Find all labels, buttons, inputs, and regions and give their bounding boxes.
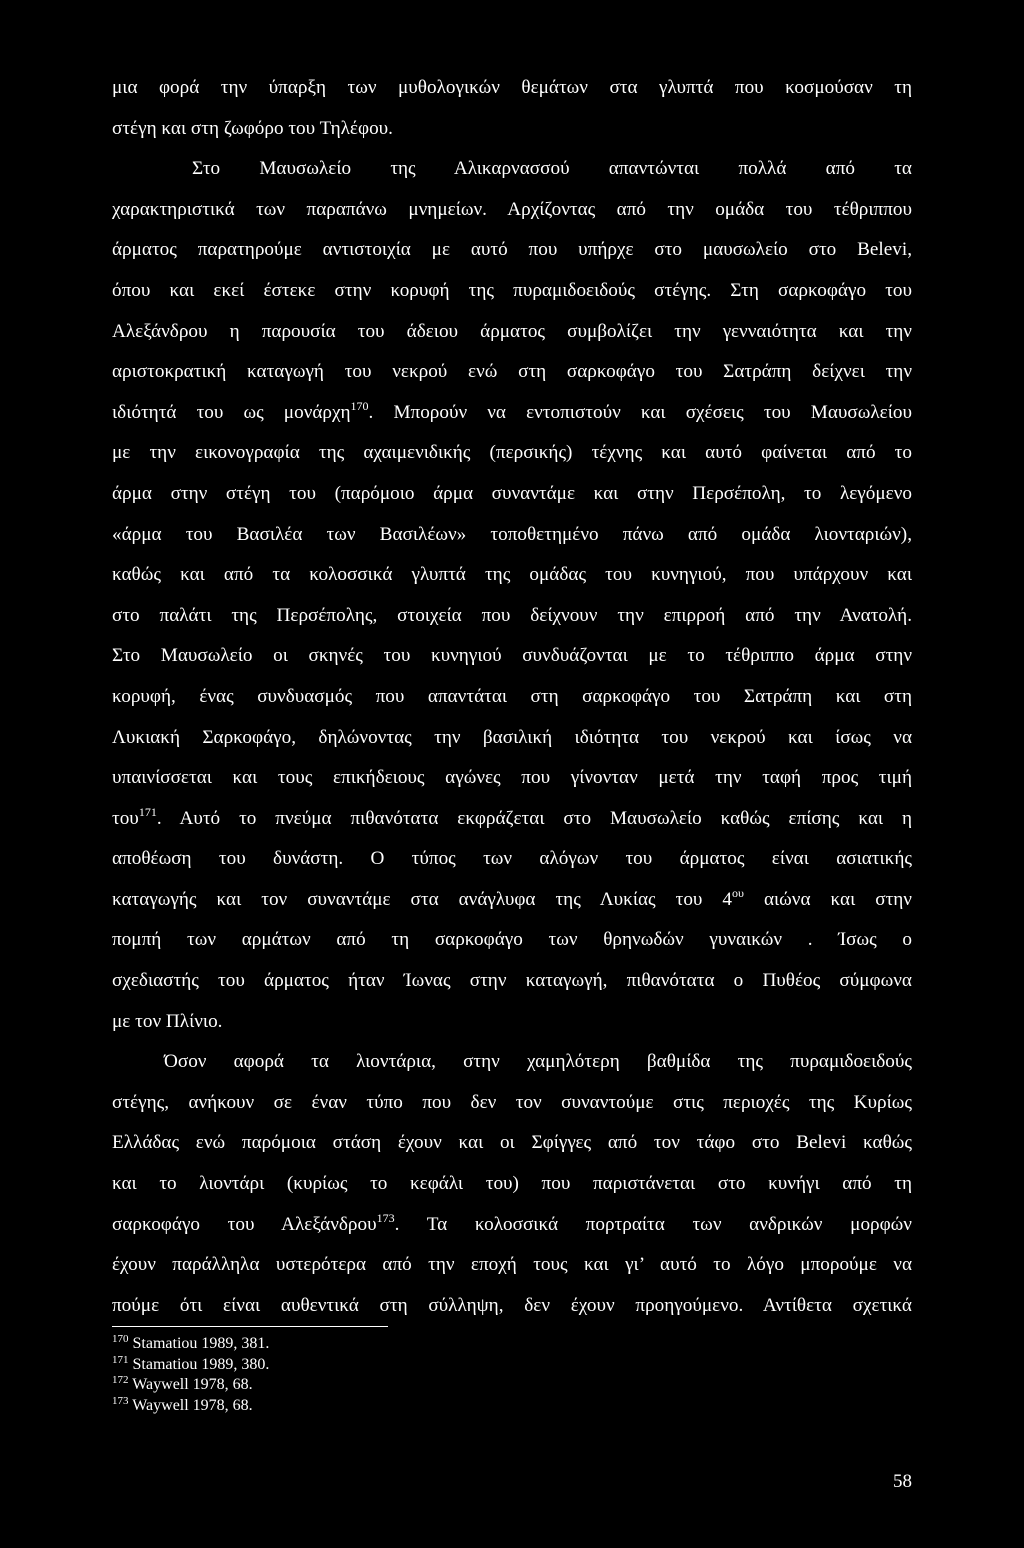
text-segment: αριστοκρατική καταγωγή του νεκρού ενώ στη σαρκοφάγο του Σατράπη δείχνει την bbox=[112, 361, 912, 383]
text-segment: με τον Πλίνιο. bbox=[112, 1010, 223, 1032]
footnote-text: Waywell 1978, 68. bbox=[128, 1376, 253, 1393]
footnote-number: 173 bbox=[112, 1394, 129, 1407]
text-line bbox=[112, 1123, 912, 1164]
text-line bbox=[112, 920, 912, 961]
text-line bbox=[112, 271, 912, 312]
footnote bbox=[112, 1375, 269, 1396]
text-segment: καταγωγής και τον συναντάμε στα ανάγλυφα της Λυκίας του 4 bbox=[112, 888, 733, 910]
text-segment: πομπή των αρμάτων από τη σαρκοφάγο των θρηνωδών γυναικών . Ίσως ο bbox=[112, 929, 912, 951]
text-line bbox=[112, 433, 912, 474]
text-segment: κορυφή, ένας συνδυασμός που απαντάται στη σαρκοφάγο του Σατράπη και στη bbox=[112, 685, 912, 707]
text-segment: με την εικονογραφία της αχαιμενιδικής (περσικής) τέχνης και αυτό φαίνεται από το bbox=[112, 442, 912, 464]
footnote bbox=[112, 1355, 269, 1376]
text-line bbox=[112, 636, 912, 677]
text-segment: χαρακτηριστικά των παραπάνω μνημείων. Αρχίζοντας από την ομάδα του τέθριππου bbox=[112, 198, 912, 220]
text-line bbox=[112, 1083, 912, 1124]
text-segment: σχεδιαστής του άρματος ήταν Ίωνας στην καταγωγή, πιθανότατα ο Πυθέος σύμφωνα bbox=[112, 970, 912, 992]
footnote-reference: 171 bbox=[138, 804, 157, 819]
text-segment: και το λιοντάρι (κυρίως το κεφάλι του) που παριστάνεται στο κυνήγι από τη bbox=[112, 1173, 912, 1195]
text-line bbox=[112, 393, 912, 434]
text-segment: άρματος παρατηρούμε αντιστοιχία με αυτό που υπήρχε στο μαυσωλείο στο Belevi, bbox=[112, 239, 912, 261]
text-segment: Ελλάδας ενώ παρόμοια στάση έχουν και οι Σφίγγες από τον τάφο στο Belevi καθώς bbox=[112, 1132, 912, 1154]
footnote-separator bbox=[112, 1326, 388, 1327]
text-segment: άρμα στην στέγη του (παρόμοιο άρμα συναντάμε και στην Περσέπολη, το λεγόμενο bbox=[112, 482, 912, 504]
text-line bbox=[112, 880, 912, 921]
text-line bbox=[112, 1245, 912, 1286]
text-line bbox=[112, 718, 912, 759]
footnote-text: Stamatiou 1989, 380. bbox=[128, 1355, 270, 1373]
text-segment: ιδιότητά του ως μονάρχη bbox=[112, 401, 351, 423]
text-segment: μια φορά την ύπαρξη των μυθολογικών θεμάτων στα γλυπτά που κοσμούσαν τη bbox=[112, 77, 912, 98]
text-line bbox=[112, 474, 912, 515]
text-line bbox=[112, 1042, 912, 1083]
text-segment: του bbox=[112, 807, 139, 829]
text-line bbox=[112, 190, 912, 231]
text-line bbox=[112, 515, 912, 556]
text-segment: «άρμα του Βασιλέα των Βασιλέων» τοποθετημένο πάνω από ομάδα λιονταριών), bbox=[112, 523, 912, 545]
text-segment: στο παλάτι της Περσέπολης, στοιχεία που δείχνουν την επιρροή από την Ανατολή. bbox=[112, 604, 912, 626]
text-line bbox=[112, 555, 912, 596]
page-number: 58 bbox=[893, 1471, 912, 1492]
text-segment: πούμε ότι είναι αυθεντικά στη σύλληψη, δεν έχουν προηγούμενο. Αντίθετα σχετικά bbox=[112, 1294, 912, 1316]
footnote bbox=[112, 1396, 269, 1417]
text-line bbox=[112, 230, 912, 271]
text-segment: Όσον αφορά τα λιοντάρια, στην χαμηλότερη βαθμίδα της πυραμιδοειδούς bbox=[164, 1051, 912, 1073]
text-line bbox=[112, 1164, 912, 1205]
text-line bbox=[112, 677, 912, 718]
footnote bbox=[112, 1334, 269, 1355]
text-line bbox=[112, 1286, 912, 1327]
text-segment: αποθέωση του δυνάστη. Ο τύπος των αλόγων του άρματος είναι ασιατικής bbox=[112, 848, 912, 870]
text-segment: έχουν παράλληλα υστερότερα από την εποχή τους και γι’ αυτό το λόγο μπορούμε να bbox=[112, 1254, 912, 1276]
text-segment: Στο Μαυσωλείο οι σκηνές του κυνηγιού συνδυάζονται με το τέθριππο άρμα στην bbox=[112, 645, 912, 667]
body-text bbox=[112, 68, 912, 1326]
footnote-text: Stamatiou 1989, 381. bbox=[128, 1335, 270, 1352]
text-segment: σαρκοφάγο του Αλεξάνδρου bbox=[112, 1213, 377, 1235]
text-line bbox=[112, 68, 912, 109]
text-segment: στέγης, ανήκουν σε έναν τύπο που δεν τον συναντούμε στις περιοχές της Κυρίως bbox=[112, 1091, 912, 1113]
text-segment: αιώνα και στην bbox=[743, 888, 912, 910]
text-line bbox=[112, 758, 912, 799]
text-line bbox=[112, 312, 912, 353]
text-segment: . Μπορούν να εντοπιστούν και σχέσεις του Μαυσωλείου bbox=[368, 401, 912, 423]
footnote-number: 172 bbox=[112, 1374, 129, 1386]
footnote-reference: ου bbox=[732, 885, 744, 900]
text-line bbox=[112, 799, 912, 840]
footnote-reference: 173 bbox=[376, 1210, 395, 1225]
text-segment: . Τα κολοσσικά πορτραίτα των ανδρικών μορφών bbox=[394, 1213, 912, 1235]
text-segment: Λυκιακή Σαρκοφάγο, δηλώνοντας την βασιλική ιδιότητα του νεκρού και ίσως να bbox=[112, 726, 912, 748]
text-line bbox=[112, 1002, 912, 1043]
footnote-text: Waywell 1978, 68. bbox=[128, 1396, 253, 1414]
text-segment: στέγη και στη ζωφόρο του Τηλέφου. bbox=[112, 117, 393, 139]
text-segment: υπαινίσσεται και τους επικήδειους αγώνες που γίνονταν μετά την ταφή προς τιμή bbox=[112, 767, 912, 789]
text-line bbox=[112, 839, 912, 880]
text-line bbox=[112, 961, 912, 1002]
footnotes bbox=[112, 1334, 269, 1416]
text-segment: όπου και εκεί έστεκε στην κορυφή της πυραμιδοειδούς στέγης. Στη σαρκοφάγο του bbox=[112, 279, 912, 301]
text-segment: . Αυτό το πνεύμα πιθανότατα εκφράζεται στο Μαυσωλείο καθώς επίσης και η bbox=[156, 807, 912, 829]
footnote-reference: 170 bbox=[350, 398, 369, 413]
text-line bbox=[112, 352, 912, 393]
text-segment: Στο Μαυσωλείο της Αλικαρνασσού απαντώνται πολλά από τα bbox=[192, 158, 912, 180]
text-segment: καθώς και από τα κολοσσικά γλυπτά της ομάδας του κυνηγιού, που υπάρχουν και bbox=[112, 564, 912, 586]
text-line bbox=[112, 596, 912, 637]
text-line bbox=[112, 149, 912, 190]
footnote-number: 170 bbox=[112, 1333, 129, 1345]
text-segment: Αλεξάνδρου η παρουσία του άδειου άρματος συμβολίζει την γενναιότητα και την bbox=[112, 320, 912, 342]
text-line bbox=[112, 109, 912, 150]
footnote-number: 171 bbox=[112, 1353, 129, 1366]
text-line bbox=[112, 1205, 912, 1246]
